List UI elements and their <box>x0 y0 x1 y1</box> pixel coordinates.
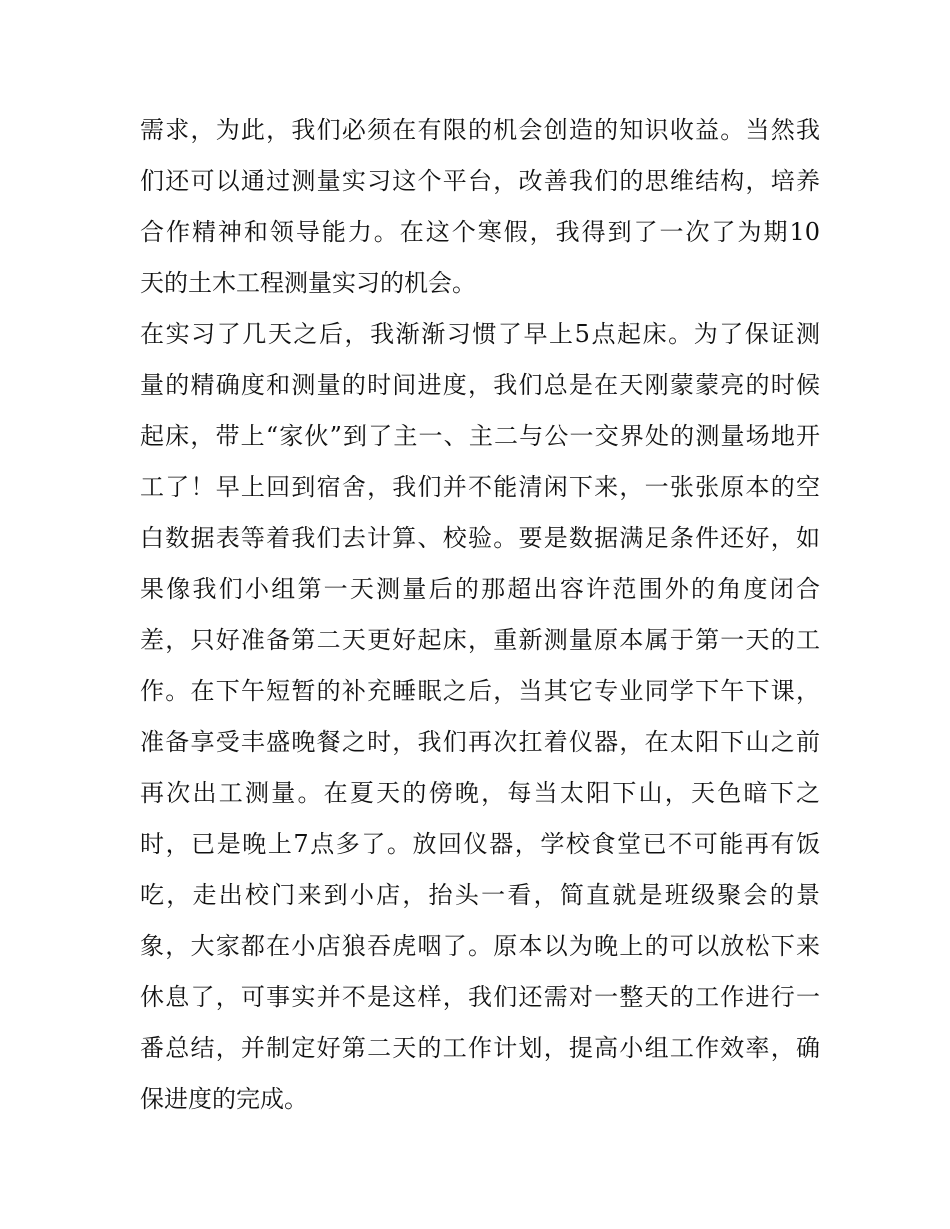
text-line: 们还可以通过测量实习这个平台，改善我们的思维结构，培养 <box>140 167 820 195</box>
text-line: 象，大家都在小店狼吞虎咽了。原本以为晚上的可以放松下来 <box>140 932 820 960</box>
text-line: 休息了，可事实并不是这样，我们还需对一整天的工作进行一 <box>140 983 820 1011</box>
text-line: 再次出工测量。在夏天的傍晚，每当太阳下山，天色暗下之 <box>140 779 820 807</box>
paragraph-end-line: 天的土木工程测量实习的机会。 <box>140 269 476 297</box>
text-line: 合作精神和领导能力。在这个寒假，我得到了一次了为期10 <box>140 218 820 246</box>
text-line: 时，已是晚上7点多了。放回仪器，学校食堂已不可能再有饭 <box>140 830 820 858</box>
text-line: 在实习了几天之后，我渐渐习惯了早上5点起床。为了保证测 <box>140 320 820 348</box>
text-line: 差，只好准备第二天更好起床，重新测量原本属于第一天的工 <box>140 626 820 654</box>
text-line: 白数据表等着我们去计算、校验。要是数据满足条件还好，如 <box>140 524 820 552</box>
paragraph-end-line: 保进度的完成。 <box>140 1085 308 1113</box>
text-line: 需求，为此，我们必须在有限的机会创造的知识收益。当然我 <box>140 116 820 144</box>
text-line: 果像我们小组第一天测量后的那超出容许范围外的角度闭合 <box>140 575 820 603</box>
text-line: 作。在下午短暂的补充睡眠之后，当其它专业同学下午下课， <box>140 677 820 705</box>
text-line: 量的精确度和测量的时间进度，我们总是在天刚蒙蒙亮的时候 <box>140 371 820 399</box>
body-text <box>140 110 820 1130</box>
text-line: 准备享受丰盛晚餐之时，我们再次扛着仪器，在太阳下山之前 <box>140 728 820 756</box>
text-line: 吃，走出校门来到小店，抬头一看，简直就是班级聚会的景 <box>140 881 820 909</box>
text-line: 工了！早上回到宿舍，我们并不能清闲下来，一张张原本的空 <box>140 473 820 501</box>
text-line: 番总结，并制定好第二天的工作计划，提高小组工作效率，确 <box>140 1034 820 1062</box>
text-line: 起床，带上“家伙”到了主一、主二与公一交界处的测量场地开 <box>140 422 820 450</box>
